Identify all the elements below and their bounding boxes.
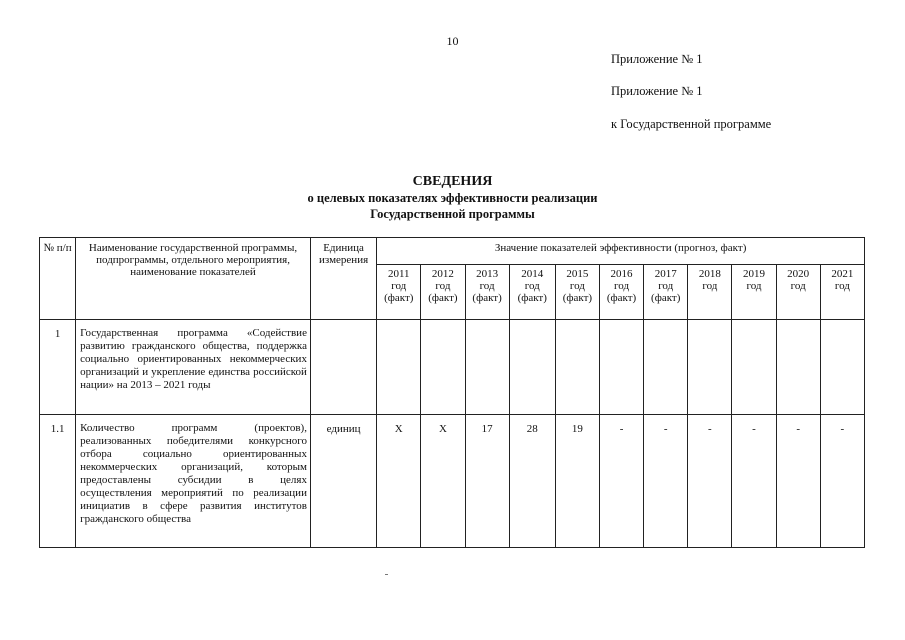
year-number: 2020 [787,268,810,280]
row-name: Количество программ (проектов), реализованных победителями конкурсного отбора социально ориентированных некоммерческих организаций, которым предоставлены субсидии в целях осуществления мероприятий по реализации инициатив в сфере развития институтов гражданского общества [80,422,307,525]
document-title [0,174,905,222]
value-cell: - [776,415,820,548]
row-name: Государственная программа «Содействие развитию гражданского общества, поддержка социально ориентированных некоммерческих организаций и укрепление единства российской нации» на 2013 – 2021 годы [76,320,311,415]
table-row [40,320,865,415]
row-name-cell [76,415,311,548]
value-cell [465,320,509,415]
header-year-2019 [732,265,776,320]
title-main: СВЕДЕНИЯ [412,174,493,189]
value-cell [776,320,820,415]
appendix-line-3: к Государственной программе [611,117,772,131]
year-number: 2019 [743,268,766,280]
value-cell: - [644,415,688,548]
year-note: (факт) [472,292,502,304]
header-year-2016 [599,265,643,320]
header-year-2017 [644,265,688,320]
value-cell: X [421,415,465,548]
year-number: 2014 [521,268,544,280]
header-year-2012 [421,265,465,320]
value-cell [509,320,555,415]
value-cell [599,320,643,415]
scan-mark [385,574,388,575]
header-unit: Единица измерения [310,238,376,320]
page-number: 10 [446,34,459,48]
table-row [40,415,865,548]
value-cell: - [820,415,864,548]
appendix-line-2: Приложение № 1 [611,84,703,98]
header-year-2015 [555,265,599,320]
row-num: 1.1 [40,415,76,548]
header-year-2021 [820,265,864,320]
year-label: год [524,280,540,292]
value-cell [555,320,599,415]
title-line-3: Государственной программы [370,207,535,221]
value-cell: - [599,415,643,548]
year-number: 2012 [431,268,454,280]
value-cell: 17 [465,415,509,548]
header-year-2013 [465,265,509,320]
value-cell: 28 [509,415,555,548]
year-number: 2013 [476,268,499,280]
year-label: год [658,280,674,292]
value-cell [732,320,776,415]
value-cell: 19 [555,415,599,548]
year-label: год [479,280,495,292]
year-label: год [391,280,407,292]
row-num: 1 [40,320,76,415]
year-number: 2015 [566,268,589,280]
header-year-2014 [509,265,555,320]
value-cell [421,320,465,415]
header-num: № п/п [40,238,76,320]
year-note: (факт) [606,292,637,304]
year-label: год [746,280,762,292]
header-year-2020 [776,265,820,320]
year-note: (факт) [428,292,458,304]
year-number: 2011 [387,268,410,280]
value-cell [688,320,732,415]
header-year-2018 [688,265,732,320]
year-label: год [702,280,718,292]
appendix-line-1: Приложение № 1 [611,52,703,66]
year-number: 2018 [698,268,721,280]
year-number: 2021 [831,268,854,280]
value-cell: - [732,415,776,548]
header-row [40,238,865,265]
indicators-table [39,237,865,548]
value-cell [644,320,688,415]
year-note: (факт) [517,292,547,304]
value-cell [820,320,864,415]
row-unit [310,320,376,415]
year-label: год [834,280,850,292]
year-note: (факт) [384,292,414,304]
year-label: год [435,280,451,292]
year-number: 2017 [654,268,677,280]
year-note: (факт) [562,292,593,304]
header-values-group: Значение показателей эффективности (прогноз, факт) [377,238,865,265]
year-label: год [614,280,630,292]
header-name: Наименование государственной программы, подпрограммы, отдельного мероприятия, наименование показателей [76,238,311,320]
row-unit: единиц [310,415,376,548]
year-label: год [790,280,806,292]
year-note: (факт) [651,292,681,304]
header-year-2011 [377,265,421,320]
year-label: год [569,280,585,292]
value-cell: X [377,415,421,548]
title-line-2: о целевых показателях эффективности реализации [307,191,598,205]
value-cell: - [688,415,732,548]
year-number: 2016 [610,268,633,280]
value-cell [377,320,421,415]
